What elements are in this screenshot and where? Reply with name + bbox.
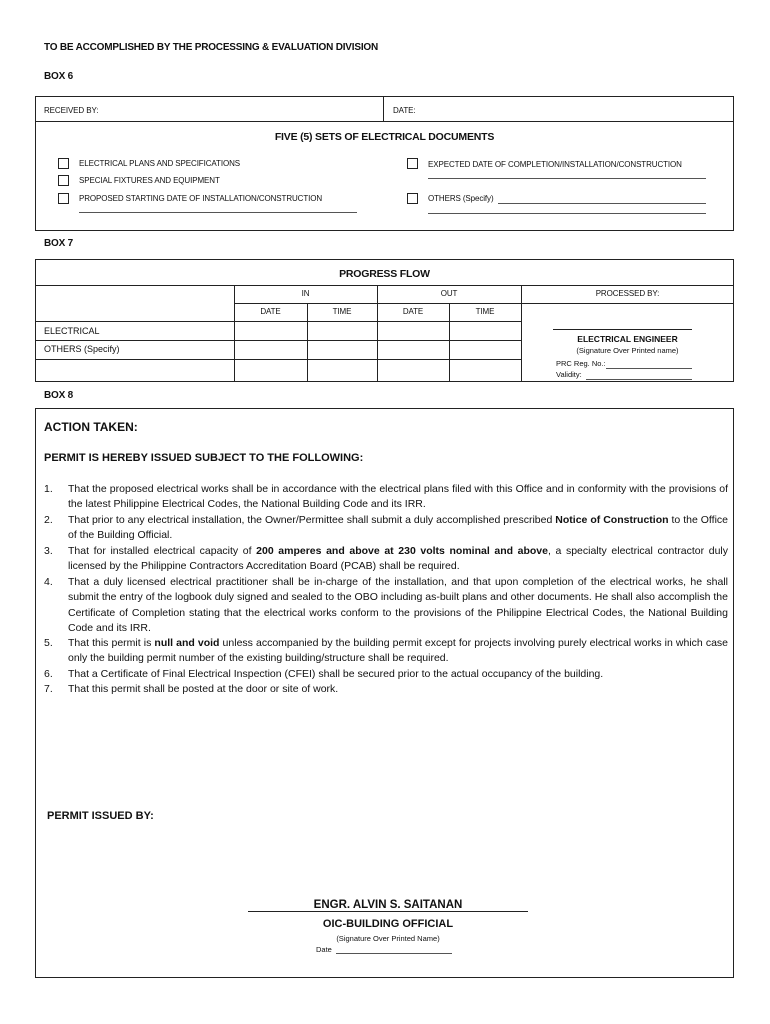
page-header: TO BE ACCOMPLISHED BY THE PROCESSING & EVALUATION DIVISION (44, 42, 378, 53)
official-name: ENGR. ALVIN S. SAITANAN (313, 899, 463, 911)
condition-item (44, 544, 727, 575)
condition-number: 1. (44, 483, 53, 495)
row-electrical: ELECTRICAL (44, 326, 100, 336)
condition-item (44, 575, 727, 636)
action-taken-label: ACTION TAKEN: (44, 420, 138, 434)
received-by-label: RECEIVED BY: (44, 106, 99, 115)
prc-reg-field[interactable] (606, 368, 692, 369)
official-date-label: Date (316, 945, 332, 954)
row-others: OTHERS (Specify) (44, 344, 120, 354)
permit-heading: PERMIT IS HEREBY ISSUED SUBJECT TO THE FOLLOWING: (44, 452, 364, 464)
expected-completion-label: EXPECTED DATE OF COMPLETION/INSTALLATION/CONSTRUCTION (428, 160, 682, 169)
condition-number: 3. (44, 545, 53, 557)
electrical-plans-checkbox[interactable] (58, 158, 69, 169)
electrical-engineer-title: ELECTRICAL ENGINEER (577, 334, 678, 344)
condition-item (44, 682, 727, 697)
out-header: OUT (440, 289, 458, 298)
box8-label: BOX 8 (44, 390, 74, 401)
condition-number: 5. (44, 637, 53, 649)
condition-number: 7. (44, 683, 53, 695)
others-checkbox[interactable] (407, 193, 418, 204)
others-field-2[interactable] (428, 213, 706, 214)
special-fixtures-label: SPECIAL FIXTURES AND EQUIPMENT (79, 176, 220, 185)
permit-issued-by-label: PERMIT ISSUED BY: (47, 810, 154, 822)
out-time-header: TIME (475, 307, 495, 316)
expected-completion-field[interactable] (428, 178, 706, 179)
condition-text: That a duly licensed electrical practitioner shall be in-charge of the installation, and that upon completion of the electrical works, he shall submit the entry of the logbook duly signed and sealed to the OBO including as-built plans and other documents. He shall also accomplish the Certificate of Completion stating that the electrical works conform to the provisions of the Philippine Electrical Codes, the National Building Code and its IRR. (68, 576, 728, 634)
proposed-start-date-label: PROPOSED STARTING DATE OF INSTALLATION/CONSTRUCTION (79, 194, 323, 203)
condition-number: 4. (44, 576, 53, 588)
proposed-start-date-field[interactable] (79, 212, 357, 213)
condition-text: That this permit shall be posted at the door or site of work. (68, 683, 339, 695)
prc-reg-label: PRC Reg. No.: (556, 359, 606, 368)
condition-item (44, 667, 727, 682)
condition-text: That the proposed electrical works shall be in accordance with the electrical plans filed with this Office and in conformity with the provisions of the latest Philippine Electrical Codes, the National Building Code and its IRR. (68, 483, 728, 511)
box6-title: FIVE (5) SETS OF ELECTRICAL DOCUMENTS (274, 131, 495, 143)
in-time-header: TIME (332, 307, 352, 316)
validity-field[interactable] (586, 379, 692, 380)
box6-label: BOX 6 (44, 71, 74, 82)
validity-label: Validity: (556, 370, 582, 379)
engineer-signature-line[interactable] (553, 329, 692, 330)
progress-flow-title: PROGRESS FLOW (339, 268, 430, 280)
official-title: OIC-BUILDING OFFICIAL (322, 918, 454, 930)
box7-label: BOX 7 (44, 238, 74, 249)
official-signature-note: (Signature Over Printed Name) (336, 934, 440, 943)
out-date-header: DATE (402, 307, 424, 316)
others-field[interactable] (498, 203, 706, 204)
condition-item (44, 482, 727, 513)
condition-text: That a Certificate of Final Electrical Inspection (CFEI) shall be secured prior to the actual occupancy of the building. (68, 668, 604, 680)
official-date-field[interactable] (336, 953, 452, 954)
in-header: IN (301, 289, 310, 298)
condition-text: That prior to any electrical installation, the Owner/Permittee shall submit a duly accomplished prescribed Notice of Construction to the Office of the Building Official. (68, 514, 728, 542)
engineer-signature-note: (Signature Over Printed name) (576, 346, 679, 355)
proposed-start-date-checkbox[interactable] (58, 193, 69, 204)
condition-item (44, 513, 727, 544)
condition-item (44, 636, 727, 667)
condition-text: That for installed electrical capacity of 200 amperes and above at 230 volts nominal and above, a specialty electrical contractor duly licensed by the Philippine Contractors Accreditation Board (PCAB) shall be required. (68, 545, 729, 573)
condition-text: That this permit is null and void unless accompanied by the building permit except for projects involving purely electrical works in which case only the building permit number of the existing building/structure shall be required. (68, 637, 729, 665)
in-date-header: DATE (260, 307, 281, 316)
processed-by-header: PROCESSED BY: (595, 289, 660, 298)
condition-number: 6. (44, 668, 53, 680)
official-signature-line[interactable] (248, 911, 528, 912)
others-label: OTHERS (Specify) (428, 194, 494, 203)
special-fixtures-checkbox[interactable] (58, 175, 69, 186)
expected-completion-checkbox[interactable] (407, 158, 418, 169)
condition-number: 2. (44, 514, 53, 526)
electrical-plans-label: ELECTRICAL PLANS AND SPECIFICATIONS (79, 159, 240, 168)
received-date-label: DATE: (393, 106, 416, 115)
